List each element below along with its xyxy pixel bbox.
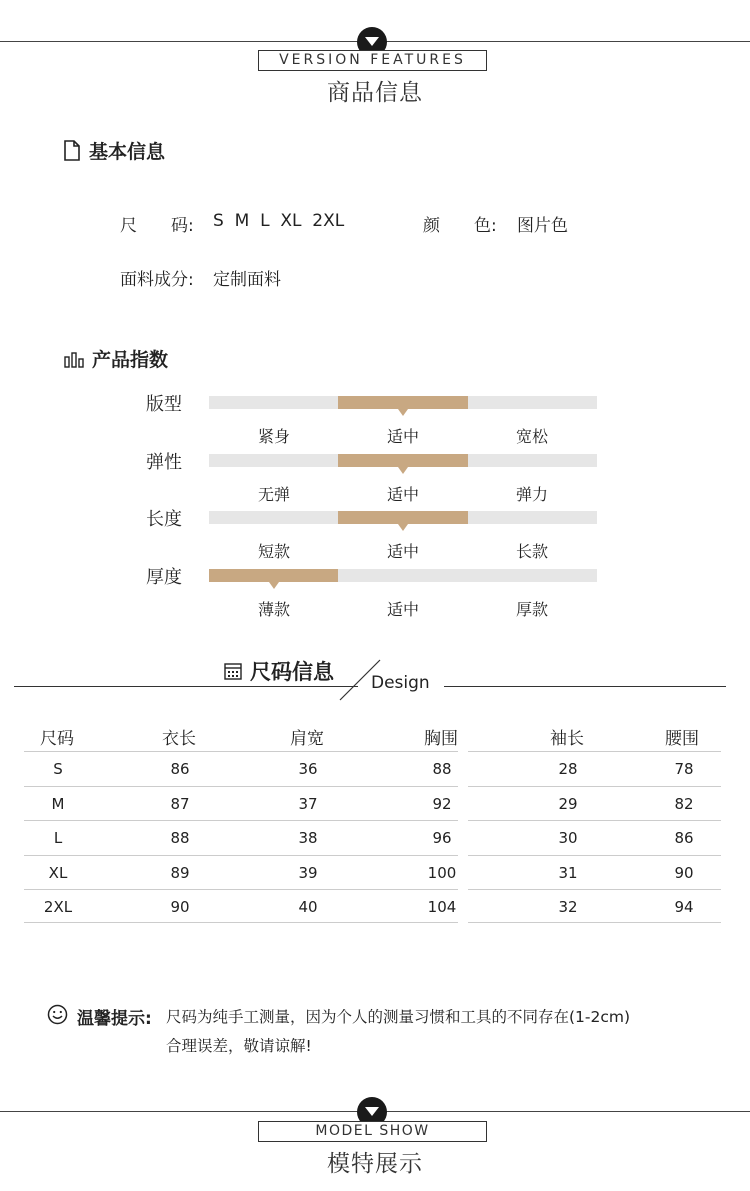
product-index-title-text: 产品指数: [92, 349, 169, 371]
index-option: 宽松: [515, 427, 548, 446]
design-label: Design: [371, 673, 430, 693]
document-icon: [63, 140, 81, 161]
table-header: 腰围: [665, 729, 699, 749]
index-option: 无弹: [257, 484, 290, 504]
index-option: 短款: [257, 542, 290, 561]
calendar-icon: [224, 662, 242, 680]
table-row-divider: [468, 751, 721, 752]
table-row-divider: [24, 855, 458, 856]
index-option: 厚款: [515, 599, 548, 619]
table-row-divider: [24, 922, 458, 923]
table-cell: 92: [432, 794, 452, 813]
index-option: 弹力: [515, 484, 548, 504]
index-option: 适中: [386, 427, 419, 446]
table-header: 胸围: [424, 729, 458, 749]
size-info-title-text: 尺码信息: [250, 660, 334, 684]
product-info-heading: 商品信息: [327, 80, 423, 106]
table-row-divider: [468, 889, 721, 890]
model-show-heading: 模特展示: [327, 1151, 423, 1177]
table-row-divider: [24, 889, 458, 890]
table-cell: 88: [170, 829, 190, 848]
table-cell: 30: [558, 829, 578, 848]
index-label: 厚度: [146, 566, 182, 588]
table-row-divider: [24, 786, 458, 787]
table-cell: 104: [427, 898, 457, 917]
tip-line1: 尺码为纯手工测量，因为个人的测量习惯和工具的不同存在(1-2cm): [166, 1008, 631, 1026]
table-cell: 100: [427, 863, 457, 882]
basic-info-title-text: 基本信息: [89, 141, 166, 163]
index-bar: [209, 569, 597, 582]
tip-line2: 合理误差，敬请谅解!: [166, 1037, 312, 1055]
table-cell: 40: [298, 898, 318, 917]
size-value: S M L XL 2XL: [213, 211, 345, 231]
table-cell: 86: [674, 829, 694, 848]
tip-label: 温馨提示:: [77, 1009, 152, 1029]
table-cell: 32: [558, 898, 578, 917]
table-cell: 94: [674, 898, 694, 917]
index-option: 紧身: [257, 427, 290, 446]
size-info-title: [224, 656, 334, 686]
index-bar: [209, 511, 597, 524]
table-cell: 88: [432, 760, 452, 778]
index-label: 版型: [146, 394, 182, 415]
table-header: 尺码: [40, 729, 74, 749]
index-option: 适中: [386, 484, 419, 504]
index-option: 薄款: [257, 599, 290, 619]
table-cell: L: [53, 829, 63, 848]
table-cell: 28: [558, 760, 578, 778]
index-option: 适中: [386, 542, 419, 561]
table-cell: 38: [298, 829, 318, 848]
table-cell: 2XL: [43, 898, 73, 917]
fabric-value: 定制面料: [213, 270, 281, 290]
table-cell: 78: [674, 760, 694, 778]
table-cell: M: [51, 794, 65, 813]
bar-chart-icon: [64, 350, 84, 368]
table-cell: 90: [170, 898, 190, 917]
table-cell: 90: [674, 863, 694, 882]
table-row-divider: [468, 786, 721, 787]
table-cell: 89: [170, 863, 190, 882]
index-bar-fill: [338, 454, 467, 467]
table-row-divider: [468, 922, 721, 923]
index-bar-fill: [338, 396, 467, 409]
index-bar-fill: [209, 569, 338, 582]
table-row-divider: [468, 820, 721, 821]
table-cell: 37: [298, 794, 318, 813]
size-divider-left: [14, 686, 358, 687]
product-index-title: [64, 345, 168, 372]
table-cell: 82: [674, 794, 694, 813]
index-bar: [209, 454, 597, 467]
index-label: 弹性: [146, 451, 182, 473]
model-show-label: MODEL SHOW: [258, 1121, 487, 1142]
table-cell: 39: [298, 863, 318, 882]
color-label: 颜 色:: [423, 216, 497, 236]
table-cell: XL: [48, 863, 68, 882]
table-cell: 86: [170, 760, 190, 778]
smile-icon: [47, 1004, 68, 1025]
size-divider-right: [444, 686, 726, 687]
index-bar: [209, 396, 597, 409]
table-row-divider: [24, 751, 458, 752]
table-header: 肩宽: [290, 729, 324, 749]
table-cell: 31: [558, 863, 578, 882]
version-features-label: VERSION FEATURES: [258, 50, 487, 71]
index-option: 适中: [386, 599, 419, 619]
table-row-divider: [24, 820, 458, 821]
table-row-divider: [468, 855, 721, 856]
table-header: 袖长: [550, 729, 584, 749]
color-value: 图片色: [517, 216, 568, 236]
table-header: 衣长: [162, 729, 196, 749]
table-cell: 29: [558, 794, 578, 813]
size-label: 尺 码:: [120, 216, 194, 236]
table-cell: 36: [298, 760, 318, 778]
index-label: 长度: [146, 509, 182, 530]
table-cell: 87: [170, 794, 190, 813]
table-cell: S: [53, 760, 63, 778]
fabric-label: 面料成分:: [120, 270, 194, 290]
basic-info-title: [63, 137, 165, 164]
index-bar-fill: [338, 511, 467, 524]
index-option: 长款: [515, 542, 548, 561]
table-cell: 96: [432, 829, 452, 848]
